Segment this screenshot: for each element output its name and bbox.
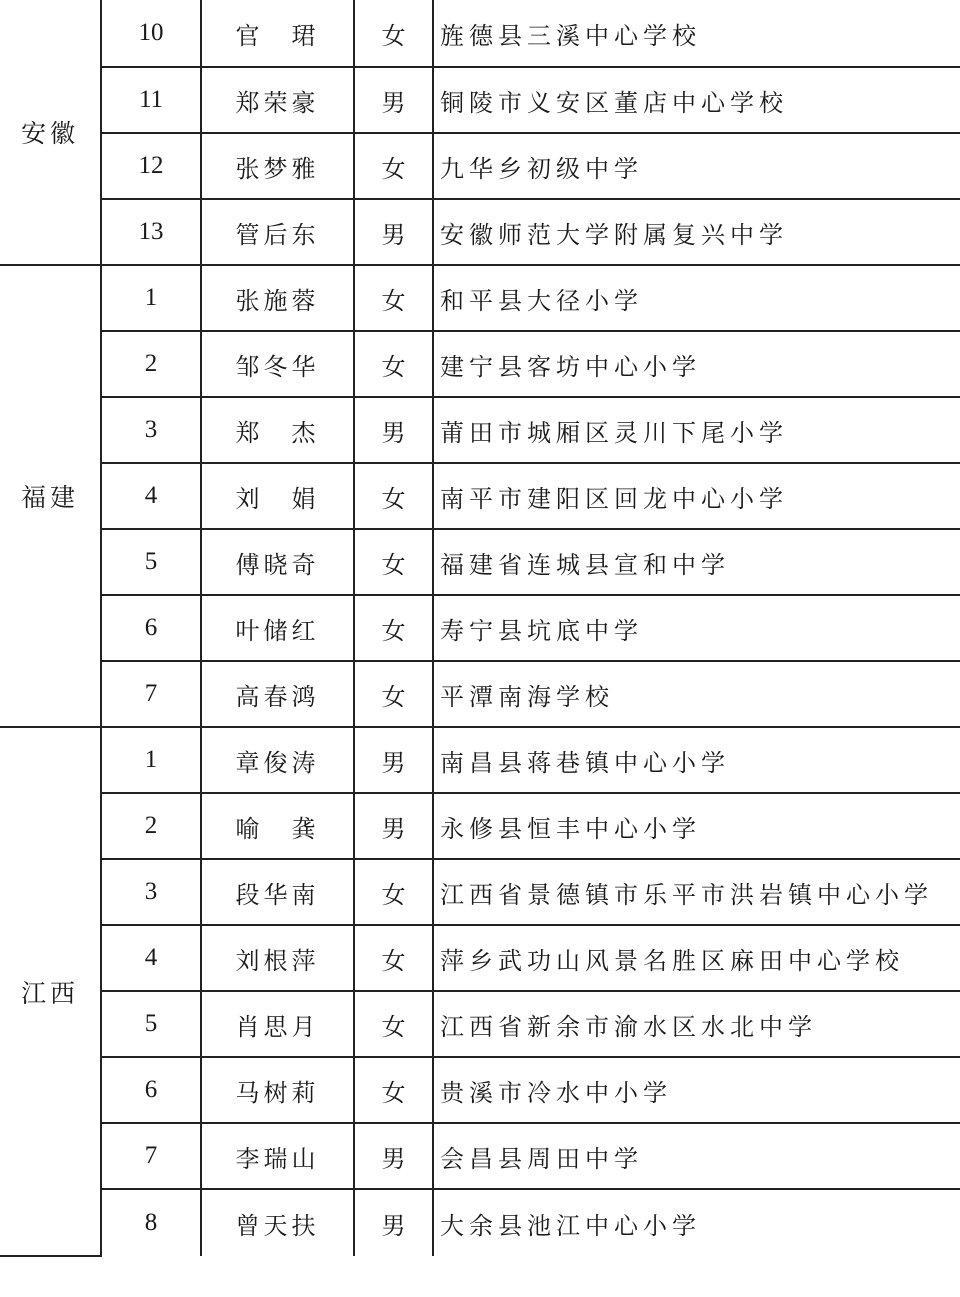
school-cell: 江西省景德镇市乐平市洪岩镇中心小学 [433, 859, 960, 925]
name-cell: 叶储红 [201, 595, 354, 661]
gender-cell: 女 [354, 265, 433, 331]
table-row [0, 133, 960, 199]
school-cell: 和平县大径小学 [433, 265, 960, 331]
gender-cell: 女 [354, 529, 433, 595]
school-cell: 贵溪市冷水中小学 [433, 1057, 960, 1123]
gender-cell: 男 [354, 67, 433, 133]
table-row [0, 199, 960, 265]
table-row [0, 67, 960, 133]
gender-cell: 女 [354, 0, 433, 67]
school-cell: 南昌县蒋巷镇中心小学 [433, 727, 960, 793]
region-cell: 安徽 [0, 0, 101, 265]
name-cell: 段华南 [201, 859, 354, 925]
name-cell: 高春鸿 [201, 661, 354, 727]
table-row [0, 925, 960, 991]
name-cell: 刘根萍 [201, 925, 354, 991]
school-cell: 铜陵市义安区董店中心学校 [433, 67, 960, 133]
gender-cell: 男 [354, 727, 433, 793]
table-row [0, 793, 960, 859]
table-row [0, 0, 960, 67]
number-cell: 6 [101, 1057, 201, 1123]
table-row [0, 661, 960, 727]
gender-cell: 女 [354, 859, 433, 925]
number-cell: 5 [101, 529, 201, 595]
gender-cell: 女 [354, 991, 433, 1057]
table-row [0, 727, 960, 793]
number-cell: 2 [101, 793, 201, 859]
name-cell: 张施蓉 [201, 265, 354, 331]
name-cell: 郑 杰 [201, 397, 354, 463]
school-cell: 南平市建阳区回龙中心小学 [433, 463, 960, 529]
name-cell: 官 珺 [201, 0, 354, 67]
gender-cell: 女 [354, 661, 433, 727]
school-cell: 会昌县周田中学 [433, 1123, 960, 1189]
table-row [0, 331, 960, 397]
name-cell: 肖思月 [201, 991, 354, 1057]
number-cell: 5 [101, 991, 201, 1057]
gender-cell: 男 [354, 793, 433, 859]
school-cell: 江西省新余市渝水区水北中学 [433, 991, 960, 1057]
name-cell: 刘 娟 [201, 463, 354, 529]
gender-cell: 女 [354, 331, 433, 397]
table-row [0, 1123, 960, 1189]
region-cell: 福建 [0, 265, 101, 727]
table-row [0, 1057, 960, 1123]
gender-cell: 女 [354, 1057, 433, 1123]
table-row [0, 265, 960, 331]
school-cell: 九华乡初级中学 [433, 133, 960, 199]
number-cell: 6 [101, 595, 201, 661]
table-row [0, 397, 960, 463]
gender-cell: 男 [354, 397, 433, 463]
number-cell: 4 [101, 925, 201, 991]
name-cell: 邹冬华 [201, 331, 354, 397]
table-row [0, 1189, 960, 1256]
table-row [0, 991, 960, 1057]
gender-cell: 男 [354, 1189, 433, 1256]
number-cell: 7 [101, 661, 201, 727]
gender-cell: 女 [354, 595, 433, 661]
number-cell: 13 [101, 199, 201, 265]
name-cell: 马树莉 [201, 1057, 354, 1123]
school-cell: 萍乡武功山风景名胜区麻田中心学校 [433, 925, 960, 991]
number-cell: 12 [101, 133, 201, 199]
gender-cell: 男 [354, 199, 433, 265]
table-row [0, 463, 960, 529]
school-cell: 旌德县三溪中心学校 [433, 0, 960, 67]
number-cell: 11 [101, 67, 201, 133]
name-cell: 李瑞山 [201, 1123, 354, 1189]
gender-cell: 女 [354, 925, 433, 991]
number-cell: 3 [101, 859, 201, 925]
name-cell: 张梦雅 [201, 133, 354, 199]
name-cell: 管后东 [201, 199, 354, 265]
name-cell: 章俊涛 [201, 727, 354, 793]
school-cell: 建宁县客坊中心小学 [433, 331, 960, 397]
school-cell: 莆田市城厢区灵川下尾小学 [433, 397, 960, 463]
number-cell: 2 [101, 331, 201, 397]
school-cell: 安徽师范大学附属复兴中学 [433, 199, 960, 265]
number-cell: 10 [101, 0, 201, 67]
table-row [0, 595, 960, 661]
name-cell: 傅晓奇 [201, 529, 354, 595]
number-cell: 1 [101, 265, 201, 331]
name-cell: 喻 龚 [201, 793, 354, 859]
school-cell: 平潭南海学校 [433, 661, 960, 727]
name-cell: 郑荣豪 [201, 67, 354, 133]
number-cell: 3 [101, 397, 201, 463]
number-cell: 4 [101, 463, 201, 529]
school-cell: 永修县恒丰中心小学 [433, 793, 960, 859]
gender-cell: 女 [354, 133, 433, 199]
school-cell: 大余县池江中心小学 [433, 1189, 960, 1256]
gender-cell: 女 [354, 463, 433, 529]
school-cell: 福建省连城县宣和中学 [433, 529, 960, 595]
number-cell: 1 [101, 727, 201, 793]
table-row [0, 859, 960, 925]
number-cell: 8 [101, 1189, 201, 1256]
school-cell: 寿宁县坑底中学 [433, 595, 960, 661]
gender-cell: 男 [354, 1123, 433, 1189]
number-cell: 7 [101, 1123, 201, 1189]
name-cell: 曾天扶 [201, 1189, 354, 1256]
table-row [0, 529, 960, 595]
region-cell: 江西 [0, 727, 101, 1256]
